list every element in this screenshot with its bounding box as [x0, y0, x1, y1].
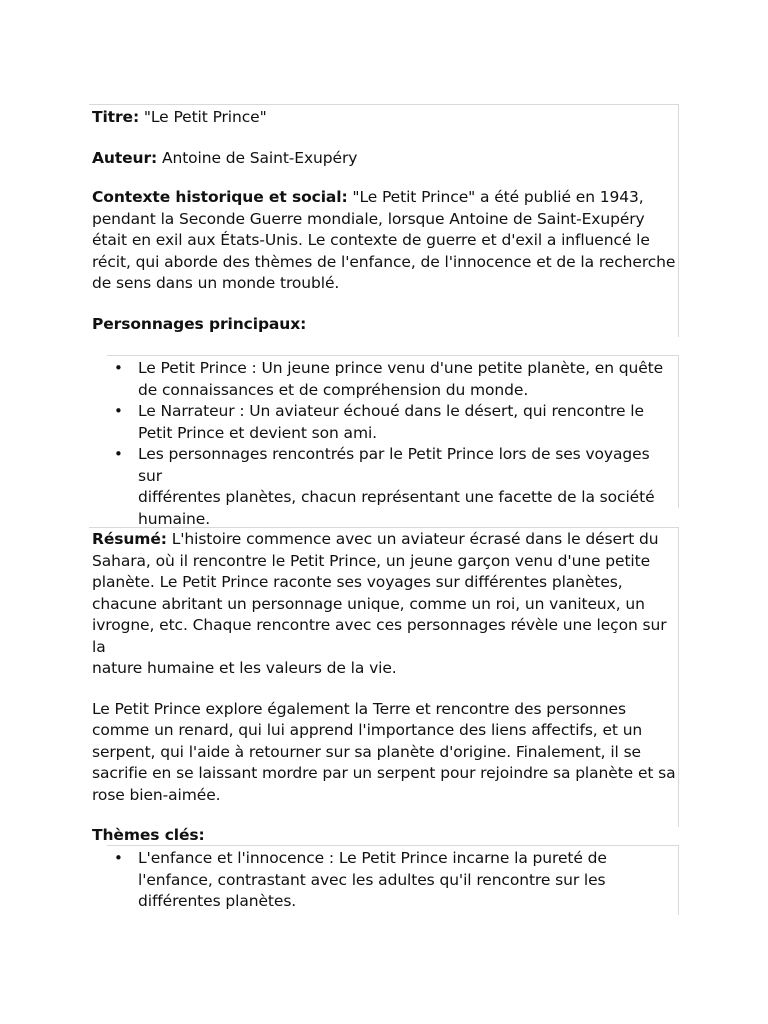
summary-line: sacrifie en se laissant mordre par un serpent pour rejoindre sa planète et sa: [92, 764, 676, 782]
title-label: Titre:: [92, 108, 140, 126]
context-paragraph: [92, 187, 678, 295]
characters-heading: [92, 314, 678, 336]
themes-list: [108, 848, 678, 913]
characters-heading-text: Personnages principaux:: [92, 314, 307, 333]
summary-label: Résumé:: [92, 530, 167, 548]
author-line: [92, 148, 678, 170]
list-item-line: L'enfance et l'innocence : Le Petit Prince incarne la pureté de: [138, 849, 607, 867]
summary-line: ivrogne, etc. Chaque rencontre avec ces personnages révèle une leçon sur la: [92, 616, 667, 656]
title-line: [92, 107, 678, 129]
context-line: de sens dans un monde troublé.: [92, 274, 340, 292]
author-value: Antoine de Saint-Exupéry: [157, 148, 358, 167]
summary-line: Sahara, où il rencontre le Petit Prince, un jeune garçon venu d'une petite: [92, 551, 651, 570]
list-item-line: différentes planètes, chacun représentant une facette de la société: [138, 488, 655, 506]
summary-line: nature humaine et les valeurs de la vie.: [92, 659, 397, 677]
list-item-line: Le Petit Prince : Un jeune prince venu d'une petite planète, en quête: [138, 359, 664, 377]
list-item-line: Le Narrateur : Un aviateur échoué dans le désert, qui rencontre le: [138, 402, 644, 420]
characters-list-block: [107, 355, 679, 528]
list-item-line: l'enfance, contrastant avec les adultes qu'il rencontre sur les: [138, 870, 606, 889]
summary-line: serpent, qui l'aide à retourner sur sa planète d'origine. Finalement, il se: [92, 742, 641, 761]
info-block: [89, 104, 679, 337]
context-line: était en exil aux États-Unis. Le contexte de guerre et d'exil a influencé le: [92, 231, 650, 249]
summary-line: rose bien-aimée.: [92, 785, 221, 804]
list-item-line: de connaissances et de compréhension du monde.: [138, 380, 529, 399]
summary-block: [89, 527, 679, 844]
list-item-line: différentes planètes.: [138, 892, 297, 910]
list-item: [138, 444, 678, 530]
author-label: Auteur:: [92, 148, 158, 167]
context-line: pendant la Seconde Guerre mondiale, lorsque Antoine de Saint-Exupéry: [92, 209, 645, 228]
themes-heading: [92, 825, 678, 847]
themes-heading-text: Thèmes clés:: [92, 826, 205, 844]
context-label: Contexte historique et social:: [92, 188, 348, 206]
context-line: "Le Petit Prince" a été publié en 1943,: [347, 188, 644, 206]
list-item-line: Les personnages rencontrés par le Petit Prince lors de ses voyages sur: [138, 445, 650, 485]
summary-line: Le Petit Prince explore également la Terre et rencontre des personnes: [92, 699, 626, 718]
list-item: [138, 848, 678, 913]
list-item: [138, 358, 678, 401]
themes-list-block: [107, 845, 679, 915]
summary-line: comme un renard, qui lui apprend l'importance des liens affectifs, et un: [92, 721, 643, 739]
list-item-line: humaine.: [138, 509, 211, 528]
list-item-line: Petit Prince et devient son ami.: [138, 423, 377, 442]
summary-paragraph-1: [92, 529, 678, 680]
list-item: [138, 401, 678, 444]
title-value: "Le Petit Prince": [139, 108, 267, 126]
summary-line: L'histoire commence avec un aviateur écrasé dans le désert du: [166, 530, 659, 548]
context-line: récit, qui aborde des thèmes de l'enfance, de l'innocence et de la recherche: [92, 252, 676, 271]
summary-paragraph-2: [92, 699, 678, 807]
summary-line: planète. Le Petit Prince raconte ses voyages sur différentes planètes,: [92, 573, 623, 591]
characters-list: [108, 358, 678, 530]
summary-line: chacune abritant un personnage unique, comme un roi, un vaniteux, un: [92, 594, 645, 613]
